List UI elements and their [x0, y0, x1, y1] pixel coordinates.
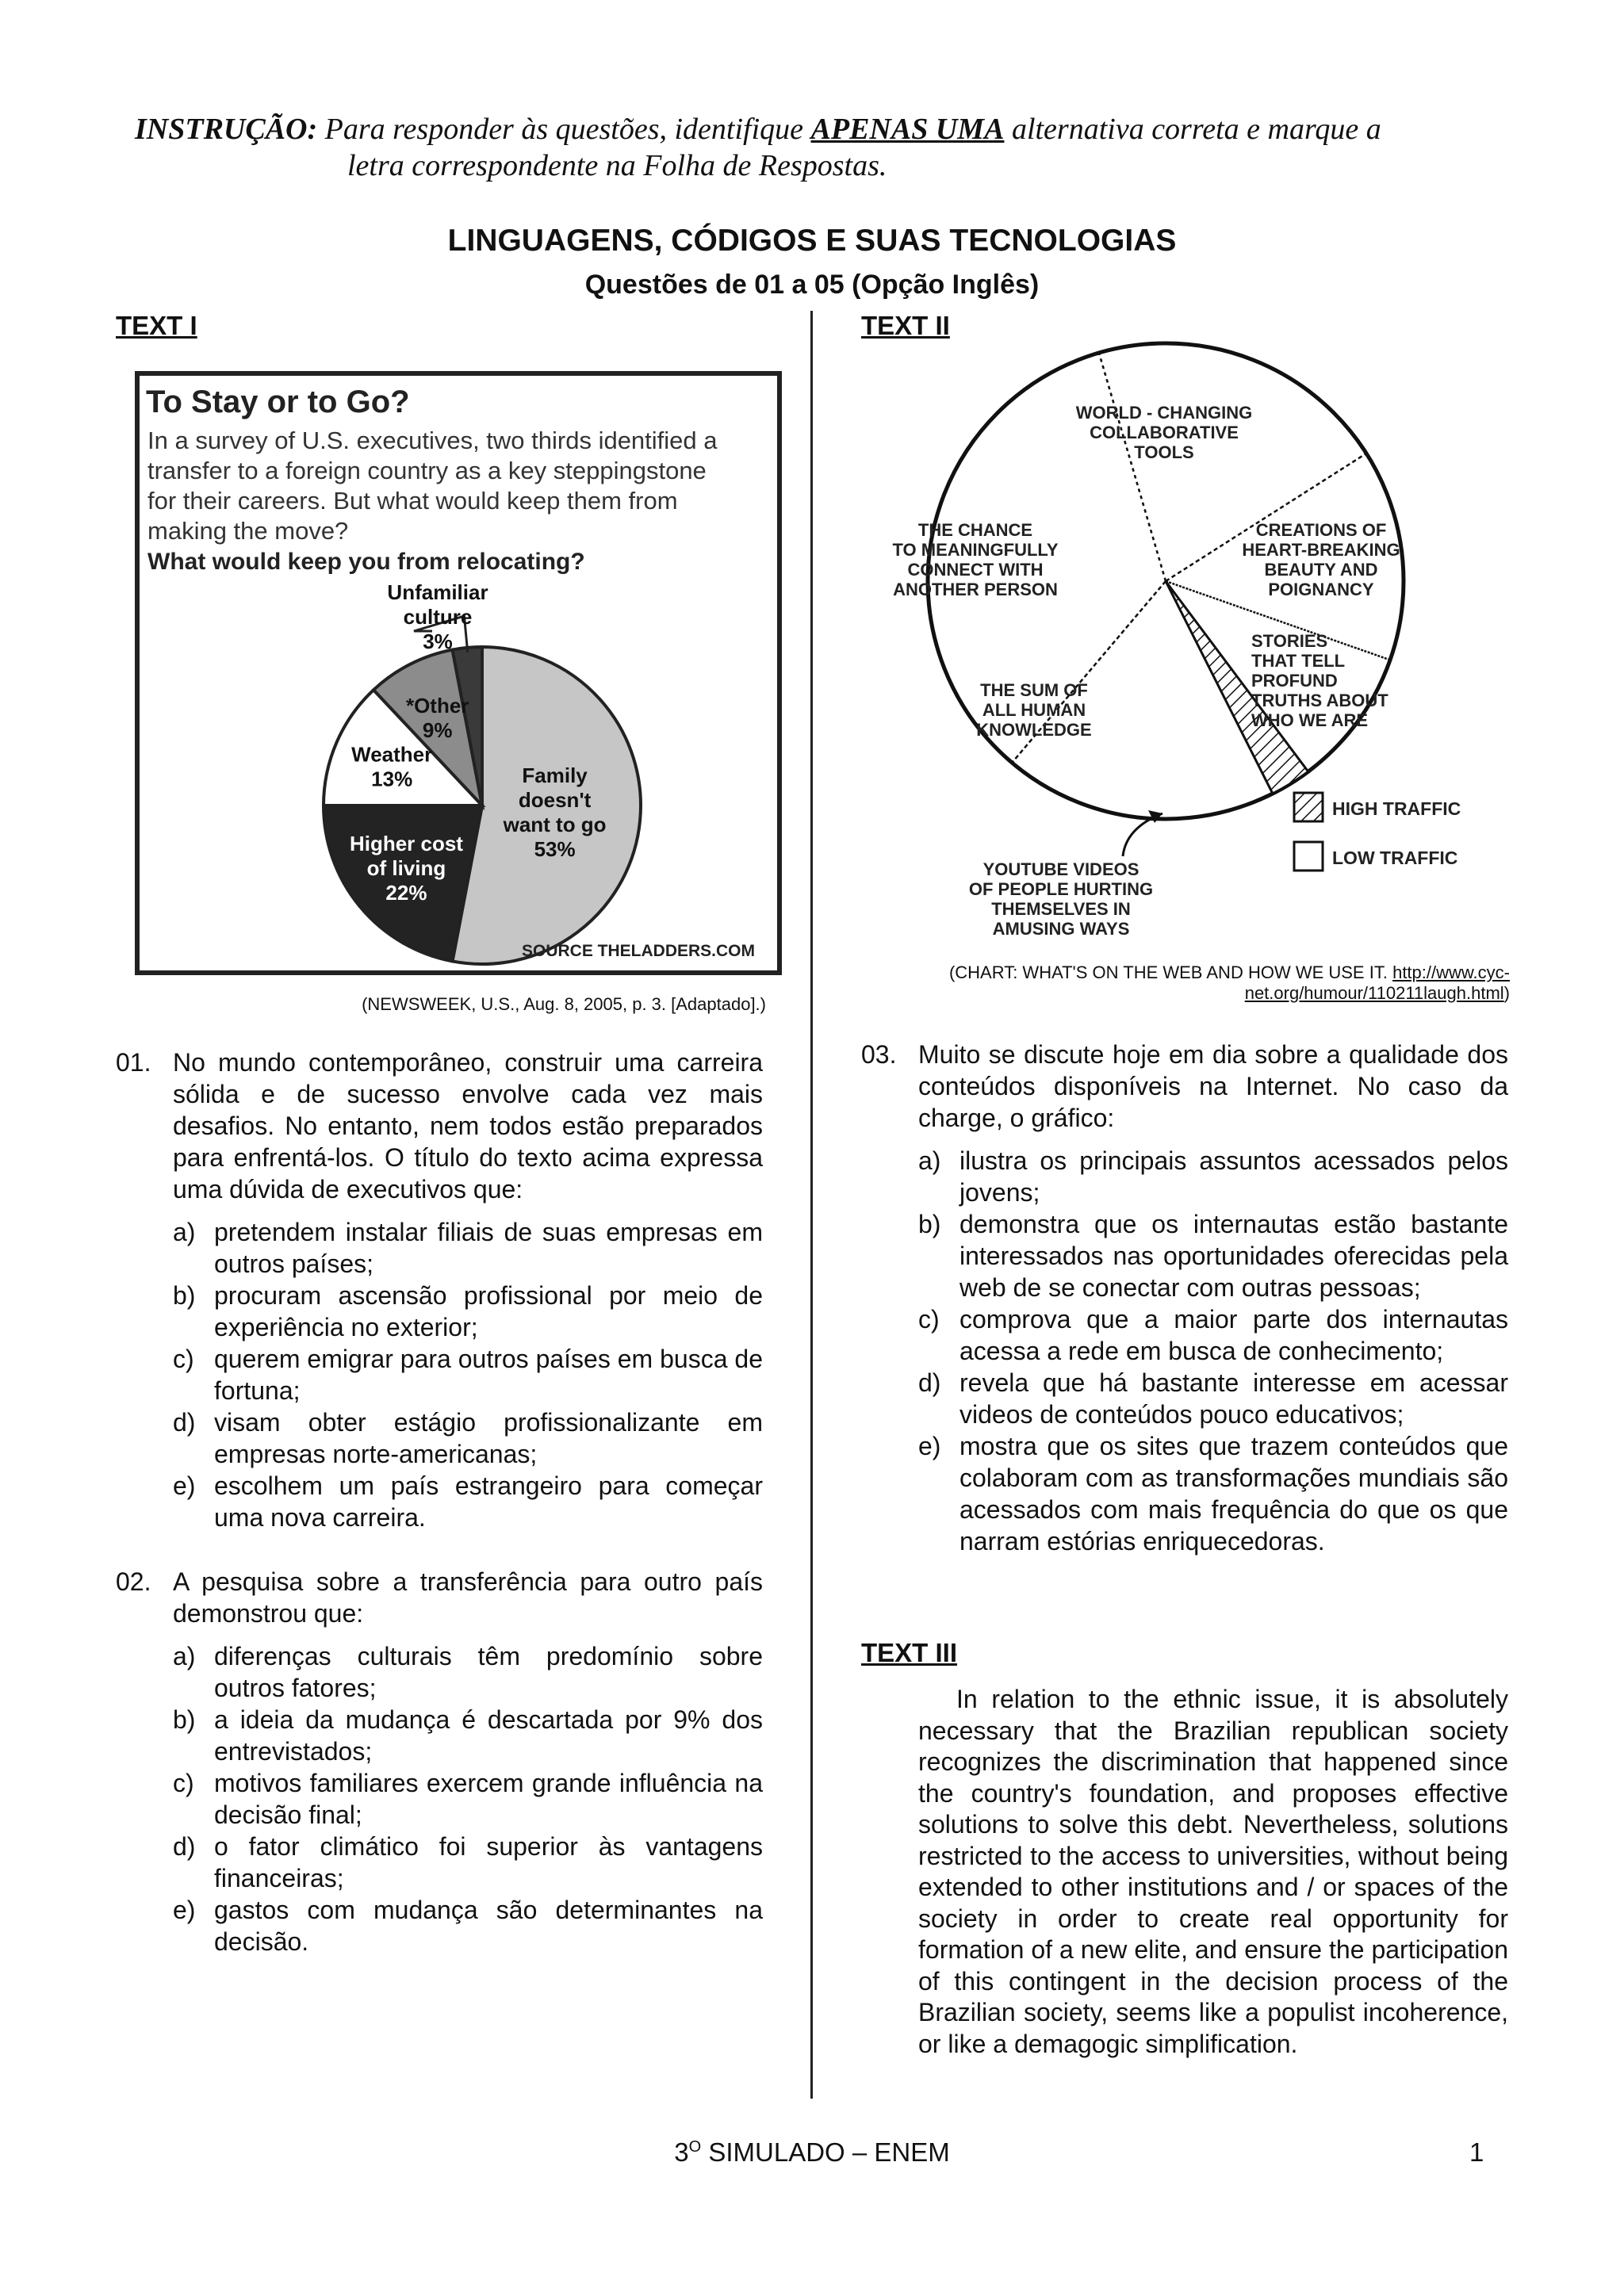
text-3-paragraph: In relation to the ethnic issue, it is absolutely necessary that the Brazilian republican society recognizes the discrimination that happened since the country's foundation, and proposes effective solutions to solve this debt. Nevertheless, solutions restricted to the access to universities, without being extended to other institutions and / or spaces of the society in order to create real opportunity for formation of a new elite, and ensure the participation of this contingent in the decision process of the Brazilian society, seems like a populist incoherence, or like a demagogic simplification.	[918, 1685, 1508, 2058]
option-c[interactable]	[918, 1303, 1508, 1367]
section-subtitle: Questões de 01 a 05 (Opção Inglês)	[584, 270, 1040, 300]
option-letter: c)	[918, 1305, 940, 1334]
pie-web-label-the-chance-to-meaningfully-connect-with-another-person: TO MEANINGFULLY	[892, 540, 1059, 560]
option-text: pretendem instalar filiais de suas empresas em outros países;	[214, 1218, 763, 1278]
question-number: 02.	[116, 1567, 151, 1596]
options-list	[173, 1216, 763, 1533]
text-2-caption-prefix: (CHART: WHAT'S ON THE WEB AND HOW WE USE IT.	[948, 962, 1388, 982]
pie-web-label-creations-of-heart-breaking-beauty-and-poignancy: BEAUTY AND	[1264, 560, 1378, 580]
option-text: querem emigrar para outros países em busca de fortuna;	[214, 1345, 763, 1405]
section-title: LINGUAGENS, CÓDIGOS E SUAS TECNOLOGIAS	[447, 224, 1177, 258]
text-1-caption: (NEWSWEEK, U.S., Aug. 8, 2005, p. 3. [Adaptado].)	[362, 994, 766, 1014]
option-d[interactable]	[918, 1367, 1508, 1430]
text-2-figure	[888, 333, 1522, 959]
option-b[interactable]	[918, 1208, 1508, 1303]
chart-question: What would keep you from relocating?	[147, 549, 585, 575]
pie-web-label-creations-of-heart-breaking-beauty-and-poignancy: HEART-BREAKING	[1242, 540, 1400, 560]
options-list	[173, 1640, 763, 1957]
option-text: o fator climático foi superior às vantagens financeiras;	[214, 1832, 763, 1892]
option-letter: b)	[173, 1281, 196, 1310]
pie-web-label-youtube-videos-of-people-hurting-themselves-in-amusing-ways: OF PEOPLE HURTING	[968, 879, 1154, 899]
pie-web-label-youtube-videos-of-people-hurting-themselves-in-amusing-ways: AMUSING WAYS	[992, 919, 1130, 939]
option-d[interactable]	[173, 1831, 763, 1894]
pie-label-family-doesn-t-want-to-go: doesn't	[518, 788, 592, 813]
legend-swatch-high-traffic	[1294, 793, 1323, 821]
pie-label-unfamiliar-culture: Unfamiliar	[387, 580, 488, 604]
question-02	[116, 1566, 763, 1957]
legend-swatch-low-traffic	[1294, 842, 1323, 871]
instruction-line-2: letra correspondente na Folha de Respostas.	[347, 149, 887, 182]
option-text: mostra que os sites que trazem conteúdos que colaboram com as transformações mundiais são acessados com mais frequência do que os que narram estórias enriquecedoras.	[959, 1432, 1508, 1556]
legend-label-high-traffic: HIGH TRAFFIC	[1332, 798, 1461, 819]
pie-web-label-stories-that-tell-profund-truths-about-who-we-are: WHO WE ARE	[1251, 710, 1369, 730]
pie-web-label-the-sum-of-all-human-knowledge: ALL HUMAN	[982, 700, 1086, 720]
option-letter: b)	[918, 1210, 941, 1238]
question-01	[116, 1047, 763, 1533]
page-number: 1	[1469, 2137, 1484, 2167]
option-b[interactable]	[173, 1280, 763, 1343]
option-letter: c)	[173, 1769, 194, 1797]
pie-web-label-the-chance-to-meaningfully-connect-with-another-person: ANOTHER PERSON	[893, 580, 1058, 599]
question-stem: No mundo contemporâneo, construir uma carreira sólida e de sucesso envolve cada vez mais desafios. No entanto, nem todos estão preparados para enfrentá-los. O título do texto acima expressa uma dúvida de executivos que:	[173, 1048, 763, 1203]
option-text: gastos com mudança são determinantes na decisão.	[214, 1896, 763, 1956]
option-letter: a)	[173, 1218, 196, 1246]
option-text: ilustra os principais assuntos acessados pelos jovens;	[959, 1146, 1508, 1207]
pie-label-higher-cost-of-living: Higher cost	[349, 832, 463, 856]
option-a[interactable]	[918, 1145, 1508, 1208]
pie-label-family-doesn-t-want-to-go: want to go	[503, 813, 607, 837]
text-2-caption-link-a[interactable]: http://www.cyc-	[1392, 962, 1510, 982]
question-number: 03.	[861, 1040, 897, 1069]
pie-web-label-youtube-videos-of-people-hurting-themselves-in-amusing-ways: YOUTUBE VIDEOS	[982, 859, 1139, 879]
footer-title	[0, 2137, 1624, 2168]
option-text: escolhem um país estrangeiro para começar uma nova carreira.	[214, 1471, 763, 1532]
pie-label-higher-cost-of-living: of living	[366, 856, 446, 881]
text-2-caption-link-b[interactable]: net.org/humour/110211laugh.html	[1244, 983, 1504, 1003]
pie-web-label-the-chance-to-meaningfully-connect-with-another-person: THE CHANCE	[917, 520, 1033, 540]
option-text: revela que há bastante interesse em acessar videos de conteúdos pouco educativos;	[959, 1368, 1508, 1429]
pie-label-family-doesn-t-want-to-go: 53%	[534, 837, 576, 862]
option-text: visam obter estágio profissionalizante em empresas norte-americanas;	[214, 1408, 763, 1468]
pie-label-unfamiliar-culture: culture	[403, 605, 473, 629]
option-text: demonstra que os internautas estão bastante interessados nas oportunidades oferecidas pela web de se conectar com outras pessoas;	[959, 1210, 1508, 1302]
option-letter: a)	[918, 1146, 941, 1175]
chart-intro-line: In a survey of U.S. executives, two thirds identified a	[147, 427, 718, 454]
text-1-label: TEXT I	[116, 311, 197, 340]
pie-web-label-creations-of-heart-breaking-beauty-and-poignancy: POIGNANCY	[1268, 580, 1374, 599]
question-stem: Muito se discute hoje em dia sobre a qualidade dos conteúdos disponíveis na Internet. No caso da charge, o gráfico:	[918, 1040, 1508, 1132]
footer-title-text: SIMULADO – ENEM	[708, 2137, 950, 2167]
text-2-caption-suffix: )	[1503, 983, 1510, 1003]
pie-web-label-the-chance-to-meaningfully-connect-with-another-person: CONNECT WITH	[907, 560, 1044, 580]
question-number: 01.	[116, 1048, 151, 1077]
option-letter: d)	[173, 1832, 196, 1861]
pie-web-label-youtube-videos-of-people-hurting-themselves-in-amusing-ways: THEMSELVES IN	[991, 899, 1131, 919]
column-divider	[810, 311, 813, 2099]
option-letter: e)	[173, 1896, 196, 1924]
chart-intro-line: for their careers. But what would keep them from	[147, 487, 678, 515]
instruction-emphasis: APENAS UMA	[810, 113, 1005, 146]
pie-label-other: *Other	[405, 694, 469, 718]
option-c[interactable]	[173, 1343, 763, 1406]
legend-label-low-traffic: LOW TRAFFIC	[1332, 848, 1458, 868]
text-2-chart-svg	[888, 333, 1522, 959]
option-letter: d)	[173, 1408, 196, 1437]
option-letter: c)	[173, 1345, 194, 1373]
pie-web-label-world-changing-collaborative-tools: WORLD - CHANGING	[1075, 403, 1253, 423]
pie-web-label-stories-that-tell-profund-truths-about-who-we-are: STORIES	[1251, 631, 1328, 651]
question-03	[861, 1039, 1508, 1557]
option-e[interactable]	[918, 1430, 1508, 1557]
pie-web-label-creations-of-heart-breaking-beauty-and-poignancy: CREATIONS OF	[1255, 520, 1387, 540]
pie-web-label-the-sum-of-all-human-knowledge: KNOWLEDGE	[976, 720, 1092, 740]
option-letter: a)	[173, 1642, 196, 1670]
option-text: motivos familiares exercem grande influência na decisão final;	[214, 1769, 763, 1829]
text-3-label: TEXT III	[861, 1638, 958, 1667]
pie-label-other: 9%	[422, 718, 453, 743]
pie-web-label-stories-that-tell-profund-truths-about-who-we-are: PROFUND	[1251, 671, 1338, 691]
chart-intro-line: transfer to a foreign country as a key steppingstone	[147, 457, 707, 484]
pie-web-label-world-changing-collaborative-tools: TOOLS	[1134, 442, 1194, 462]
option-text: comprova que a maior parte dos internautas acessa a rede em busca de conhecimento;	[959, 1305, 1508, 1365]
option-c[interactable]	[173, 1767, 763, 1831]
pie-web-label-the-sum-of-all-human-knowledge: THE SUM OF	[980, 680, 1088, 700]
option-text: procuram ascensão profissional por meio de experiência no exterior;	[214, 1281, 763, 1341]
option-text: diferenças culturais têm predomínio sobre outros fatores;	[214, 1642, 763, 1702]
chart-source: SOURCE THELADDERS.COM	[521, 942, 755, 960]
text-1-chart-svg	[135, 371, 782, 975]
instruction-label: INSTRUÇÃO:	[135, 113, 318, 146]
option-text: a ideia da mudança é descartada por 9% dos entrevistados;	[214, 1705, 763, 1766]
option-d[interactable]	[173, 1406, 763, 1470]
pie-web-label-stories-that-tell-profund-truths-about-who-we-are: THAT TELL	[1251, 651, 1346, 671]
pie-chart-web	[892, 343, 1404, 939]
pie-label-family-doesn-t-want-to-go: Family	[522, 763, 588, 788]
footer-superscript: O	[688, 2138, 702, 2156]
text-1-figure	[135, 371, 782, 975]
option-a[interactable]	[173, 1640, 763, 1704]
pie-label-higher-cost-of-living: 22%	[385, 881, 427, 905]
text-2-label: TEXT II	[861, 311, 950, 340]
option-e[interactable]	[173, 1470, 763, 1533]
text-2-caption	[841, 962, 1510, 1004]
option-letter: b)	[173, 1705, 196, 1734]
instruction	[135, 111, 1515, 184]
instruction-text-1: Para responder às questões, identifique	[324, 113, 804, 146]
option-letter: e)	[173, 1471, 196, 1500]
chart-intro-line: making the move?	[147, 517, 349, 545]
pie-web-label-world-changing-collaborative-tools: COLLABORATIVE	[1090, 423, 1239, 442]
chart-title: To Stay or to Go?	[146, 385, 410, 419]
pie-label-weather: 13%	[371, 767, 413, 791]
pie-web-label-stories-that-tell-profund-truths-about-who-we-are: TRUTHS ABOUT	[1251, 691, 1388, 710]
option-a[interactable]	[173, 1216, 763, 1280]
instruction-text-2: alternativa correta e marque a	[1011, 113, 1381, 146]
option-letter: d)	[918, 1368, 941, 1397]
pie-label-weather: Weather	[351, 742, 433, 767]
option-e[interactable]	[173, 1894, 763, 1957]
pie-chart-web-legend	[1294, 793, 1461, 871]
options-list	[918, 1145, 1508, 1557]
option-b[interactable]	[173, 1704, 763, 1767]
pie-label-unfamiliar-culture: 3%	[423, 629, 453, 653]
footer-prefix: 3	[674, 2137, 689, 2167]
option-letter: e)	[918, 1432, 941, 1460]
question-stem: A pesquisa sobre a transferência para outro país demonstrou que:	[173, 1567, 763, 1628]
